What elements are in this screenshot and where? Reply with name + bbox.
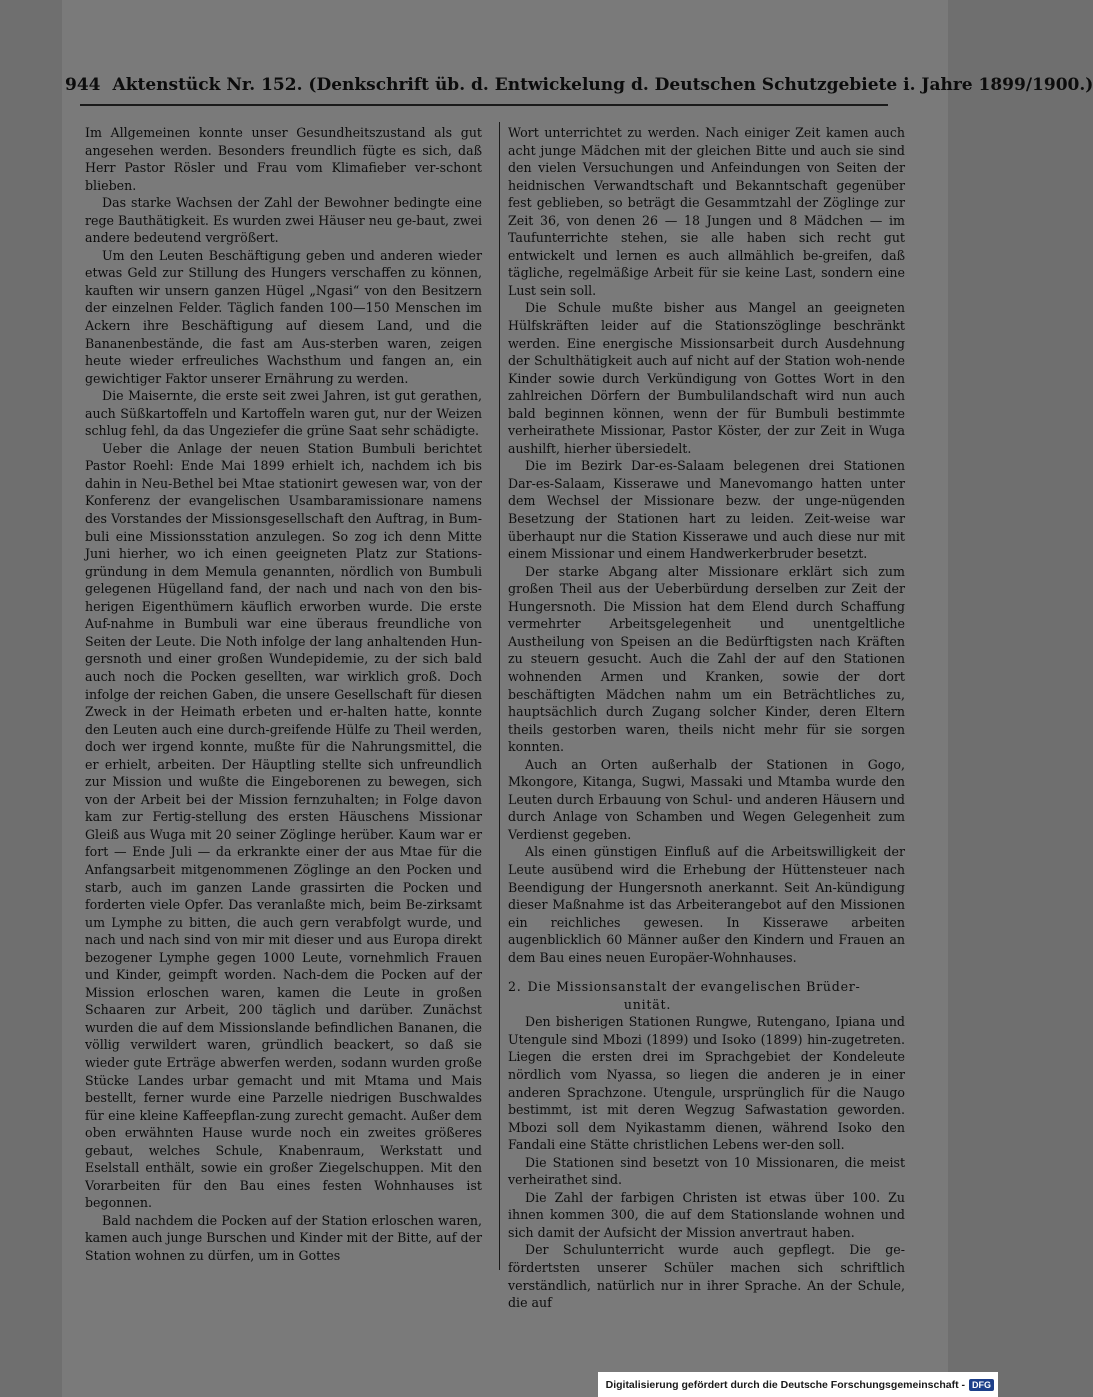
paragraph: Auch an Orten außerhalb der Stationen in Gogo, Mkongore, Kitanga, Sugwi, Massaki und Mtamba wurde den Leuten durch Erbauung von Schul- und anderen Häusern und durch Anlage von Schamben und Wegen Gelegenheit zum Verdienst gegeben. <box>508 756 905 842</box>
paragraph: Im Allgemeinen konnte unser Gesundheitszustand als gut angesehen werden. Besonders freundlich fügte es sich, daß Herr Pastor Rösler und Frau vom Klimafieber ver-schont blieben. <box>85 125 482 193</box>
paragraph: Die Zahl der farbigen Christen ist etwas über 100. Zu ihnen kommen 300, die auf dem Stationslande wohnen und sich damit der Aufsicht der Mission anvertraut haben. <box>508 1189 905 1240</box>
footer-credit-text: Digitalisierung gefördert durch die Deutsche Forschungsgemeinschaft - <box>605 1378 965 1391</box>
paragraph: Ueber die Anlage der neuen Station Bumbuli berichtet Pastor Roehl: Ende Mai 1899 erhielt ich, nachdem ich bis dahin in Neu-Bethel bei Mtae stationirt gewesen war, von der Konferenz der evangelischen Usambaramissionare namens des Vorstandes der Missionsgesellschaft den Auftrag, in Bum-buli eine Missionsstation anzulegen. So zog ich denn Mitte Juni hierher, wo ich einen geeigneten Platz zur Stations-gründung in dem Memula genannten, nördlich von Bumbuli gelegenen Hügelland fand, der nach und nach von den bis-herigen Eigenthümern käuflich erworben wurde. Die erste Auf-nahme in Bumbuli war eine überaus freundliche von Seiten der Leute. Die Noth infolge der lang anhaltenden Hun-gersnoth und einer großen Wundepidemie, zu der sich bald auch noch die Pocken gesellten, war wirklich groß. Doch infolge der reichen Gaben, die unsere Gesellschaft für diesen Zweck in der Heimath erbeten und er-halten hatte, konnte den Leuten auch eine durch-greifende Hülfe zu Theil werden, doch wer irgend konnte, mußte für die Nahrungsmittel, die er erhielt, arbeiten. Der Häuptling stellte sich unfreundlich zur Mission und wußte die Eingeborenen zu bewegen, sich von der Arbeit bei der Mission fernzuhalten; in Folge davon kam zur Fertig-stellung des ersten Häuschens Missionar Gleiß aus Wuga mit 20 seiner Zöglinge herüber. Kaum war er fort — Ende Juli — da erkrankte einer der aus Mtae für die Anfangsarbeit mitgenommenen Zöglinge an den Pocken und starb, auch im ganzen Lande grassirten die Pocken und forderten viele Opfer. Das veranlaßte mich, beim Be-zirksamt um Lymphe zu bitten, die auch gern verabfolgt wurde, und nach und nach sind von mir mit dieser und aus Europa direkt bezogener Lymphe gegen 1000 Leute, vornehmlich Frauen und Kinder, geimpft worden. Nach-dem die Pocken auf der Mission erloschen waren, kamen die Leute in großen Schaaren zur Arbeit, 200 täglich und darüber. Zunächst wurden die auf dem Missionslande befindlichen Bananen, die völlig verwildert waren, gründlich beackert, so daß sie wieder gute Erträge abwerfen werden, sodann wurden große Stücke Landes urbar gemacht und mit Mtama und Mais bestellt, ferner wurde eine Parzelle niedrigen Buschwaldes für eine kleine Kaffeepflan-zung zurecht gemacht. Außer dem oben erwähnten Hause wurde noch ein zweites größeres gebaut, welches Schule, Knabenraum, Werkstatt und Eselstall enthält, sowie ein großer Ziegelschuppen. Mit den Vorarbeiten für den Bau eines festen Wohnhauses ist begonnen. <box>85 440 482 1211</box>
paragraph: Die im Bezirk Dar-es-Salaam belegenen drei Stationen Dar-es-Salaam, Kisserawe und Manevomango hatten unter dem Wechsel der Missionare bezw. der unge-nügenden Besetzung der Stationen hart zu leiden. Zeit-weise war überhaupt nur die Station Kisserawe und auch diese nur mit einem Missionar und einem Handwerkerbruder besetzt. <box>508 458 905 562</box>
paragraph: Das starke Wachsen der Zahl der Bewohner bedingte eine rege Bauthätigkeit. Es wurden zwei Häuser neu ge-baut, zwei andere bedeutend vergrößert. <box>85 195 482 246</box>
paragraph: Die Schule mußte bisher aus Mangel an geeigneten Hülfskräften leider auf die Stationszöglinge beschränkt werden. Eine energische Missionsarbeit durch Ausdehnung der Schulthätigkeit auch auf nicht auf der Station woh-nende Kinder sowie durch Verkündigung von Gottes Wort in den zahlreichen Dörfern der Bumbulilandschaft wird nun auch bald beginnen können, wenn der für Bumbuli bestimmte verheirathete Missionar, Pastor Köster, der zur Zeit in Wuga aushilft, hierher übersiedelt. <box>508 300 905 456</box>
paragraph: Den bisherigen Stationen Rungwe, Rutengano, Ipiana und Utengule sind Mbozi (1899) und Isoko (1899) hin-zugetreten. Liegen die ersten drei im Sprachgebiet der Kondeleute nördlich vom Nyassa, so liegen die anderen je in einer anderen Sprachzone. Utengule, ursprünglich für die Naugo bestimmt, ist mit deren Wegzug Safwastation geworden. Mbozi soll dem Nyikastamm dienen, während Isoko den Fandali eine Stätte christlichen Lebens wer-den soll. <box>508 1014 905 1153</box>
paragraph: Um den Leuten Beschäftigung geben und anderen wieder etwas Geld zur Stillung des Hungers verschaffen zu können, kauften wir unsern ganzen Hügel „Ngasi“ von den Besitzern der einzelnen Felder. Täglich fanden 100—150 Menschen im Ackern ihre Beschäftigung auf diesem Land, und die Bananenbestände, die fast am Aus-sterben waren, zeigen heute wieder erfreuliches Wachsthum und fangen an, ein gewichtiger Faktor unserer Ernährung zu werden. <box>85 247 482 386</box>
paragraph: Als einen günstigen Einfluß auf die Arbeitswilligkeit der Leute ausübend wird die Erhebung der Hüttensteuer nach Beendigung der Hungersnoth anerkannt. Seit An-kündigung dieser Maßnahme ist das Arbeiterangebot auf den Missionen ein reichliches gewesen. In Kisserawe arbeiten augenblicklich 60 Männer außer den Kindern und Frauen an dem Bau eines neuen Europäer-Wohnhauses. <box>508 844 905 965</box>
paragraph: Der Schulunterricht wurde auch gepflegt. Die ge-fördertsten unserer Schüler machen sich schriftlich verständlich, natürlich nur in ihrer Sprache. An der Schule, die auf <box>508 1242 905 1311</box>
column-divider <box>499 122 500 1270</box>
digitization-footer <box>598 1372 998 1397</box>
paragraph: Die Maisernte, die erste seit zwei Jahren, ist gut gerathen, auch Süßkartoffeln und Kartoffeln waren gut, nur der Weizen schlug fehl, da das Ungeziefer die grüne Saat sehr schädigte. <box>85 388 482 439</box>
paragraph: Die Stationen sind besetzt von 10 Missionaren, die meist verheirathet sind. <box>508 1154 905 1188</box>
left-column <box>85 124 482 1284</box>
paragraph: Der starke Abgang alter Missionare erklärt sich zum großen Theil aus der Ueberbürdung derselben zur Zeit der Hungersnoth. Die Mission hat dem Elend durch Schaffung vermehrter Arbeitsgelegenheit und unentgeltliche Austheilung von Speisen an die Bedürftigsten nach Kräften zu steuern gesucht. Auch die Zahl der auf den Stationen wohnenden Armen und Kranken, sowie der dort beschäftigten Mädchen nahm um ein Beträchtliches zu, hauptsächlich durch Zugang solcher Kinder, deren Eltern theils gestorben waren, theils nicht mehr für sie sorgen konnten. <box>508 563 905 755</box>
header-rule <box>80 104 888 106</box>
section-heading <box>508 978 905 1013</box>
running-head <box>65 75 1093 95</box>
section-title-line-2: unität. <box>623 996 672 1012</box>
running-head-title: Aktenstück Nr. 152. (Denkschrift üb. d. Entwickelung d. Deutschen Schutzgebiete i. Jahre 1899/1900.) <box>112 75 1093 95</box>
section-title-line-1: Die Missionsanstalt der evangelischen Brüder- <box>527 979 861 995</box>
paragraph: Wort unterrichtet zu werden. Nach einiger Zeit kamen auch acht junge Mädchen mit der gleichen Bitte und auch sie sind den vielen Versuchungen und Anfeindungen von Seiten der heidnischen Verwandtschaft und Bekanntschaft gegenüber fest geblieben, so beträgt die Gesammtzahl der Zöglinge zur Zeit 36, von denen 26 — 18 Jungen und 8 Mädchen — im Taufunterrichte stehen, sie alle haben sich recht gut entwickelt und lernen es auch allmählich be-greifen, daß tägliche, regelmäßige Arbeit für sie keine Last, sondern eine Lust sein soll. <box>508 125 905 298</box>
paragraph: Bald nachdem die Pocken auf der Station erloschen waren, kamen auch junge Burschen und Kinder mit der Bitte, auf der Station wohnen zu dürfen, um in Gottes <box>85 1212 482 1263</box>
right-column <box>508 124 905 1311</box>
dfg-logo-icon: DFG <box>969 1379 994 1391</box>
section-number: 2. <box>508 979 522 995</box>
page-number: 944 <box>65 75 101 95</box>
